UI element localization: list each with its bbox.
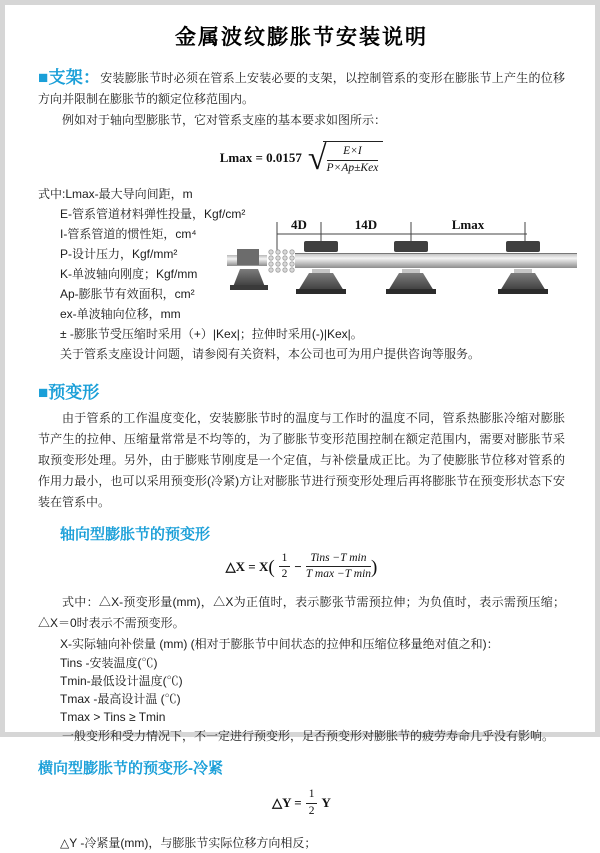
axial-definition-paragraph: 式中：△X-预变形量(mm)，△X为正值时，表示膨张节需预拉伸；为负值时，表示需预压缩；△X＝0时表示不需预变形。 bbox=[38, 595, 565, 631]
definition-line: P-设计压力，Kgf/mm² bbox=[60, 246, 178, 261]
radical-sign bbox=[308, 141, 383, 176]
definition-line: ± -膨胀节受压缩时采用（+）|Kex|；拉伸时采用(-)|Kex|。 bbox=[60, 326, 363, 341]
temperature-fraction: $\frac{\text{Tins −T min}}{\text{T max −T min}}$ bbox=[305, 551, 372, 581]
lmax-formula-numerator: E×I bbox=[327, 145, 379, 161]
definition-line: 关于管系支座设计问题，请参阅有关资料，本公司也可为用户提供咨询等服务。 bbox=[60, 346, 481, 361]
dim-label-4d: 4D bbox=[291, 216, 307, 232]
support-example-line: 例如对于轴向型膨胀节，它对管系支座的基本要求如图所示： bbox=[62, 113, 387, 127]
page-title: 金属波纹膨胀节安装说明 bbox=[175, 26, 428, 49]
definition-line: Ap-膨胀节有效面积，cm² bbox=[60, 286, 195, 301]
main-pipe bbox=[295, 253, 577, 268]
temp-line: Tmin-最低设计温度(℃) bbox=[60, 674, 183, 689]
support-intro-text: 安装膨胀节时必须在管系上安装必要的支架，以控制管系的变形在膨胀节上产生的位移方向并限制在膨胀节的额定位移范围内。 bbox=[38, 71, 565, 106]
predeform-section-heading: ■预变形 bbox=[38, 382, 100, 402]
definition-line: I-管系管道的惯性矩，cm⁴ bbox=[60, 226, 197, 241]
definition-line: K-单波轴向刚度；Kgf/mm bbox=[60, 266, 198, 281]
definition-line: 式中:Lmax-最大导向间距，m bbox=[38, 186, 193, 201]
pipe-support-diagram bbox=[225, 212, 577, 308]
temp-line: Tmax > Tins ≥ Tmin bbox=[60, 710, 166, 725]
predeform-body-paragraph: 由于管系的工作温度变化，安装膨胀节时的温度与工作时的温度不同，管系热膨胀冷缩对膨胀节产生的拉伸、压缩量常常是不均等的，为了膨胀节变形范围控制在额定范围内，需要对膨胀节采取预变形处理。另外，由于膨账节刚度是一个定值，与补偿量成正比。为了使膨胀节位移对管系的作用力最小，也可以采用预变形(冷紧)方让对膨胀节进行预变形处理后再将膨胀节在预变形状态下安装在管系中。 bbox=[38, 410, 565, 509]
bellows-joint bbox=[269, 249, 294, 271]
lateral-formula bbox=[38, 788, 565, 819]
axial-formula bbox=[38, 552, 565, 583]
lateral-formula-prefix: △Y = bbox=[272, 795, 302, 811]
definition-line: E-管系管道材料弹性投量，Kgf/cm² bbox=[60, 206, 246, 221]
lateral-subheading: 横向型膨胀节的预变形-冷紧 bbox=[38, 760, 223, 778]
x-definition-line: X-实际轴向补偿量 (mm) (相对于膨胀节中间状态的拉伸和压缩位移量绝对值之和)： bbox=[60, 637, 499, 652]
half-fraction: $\frac{1}{2}$ bbox=[279, 552, 291, 583]
support-section-heading: ■支架： bbox=[38, 68, 101, 87]
temp-line: Tmax -最高设计温 (℃) bbox=[60, 692, 181, 707]
lateral-formula-suffix: Y bbox=[321, 795, 331, 811]
dim-label-lmax: Lmax bbox=[451, 216, 485, 232]
lmax-formula bbox=[38, 141, 565, 176]
dim-label-14d: 14D bbox=[354, 216, 378, 232]
axial-formula-prefix: △X = X bbox=[225, 558, 269, 574]
close-paren: ) bbox=[371, 556, 378, 578]
axial-subheading: 轴向型膨胀节的预变形 bbox=[60, 525, 211, 543]
lmax-formula-denominator: P×Ap±Kex bbox=[326, 161, 379, 174]
lateral-note-line: △Y -冷紧量(mm)，与膨胀节实际位移方向相反； bbox=[60, 835, 317, 850]
minus-operator: − bbox=[294, 558, 302, 574]
lmax-formula-prefix: Lmax = 0.0157 bbox=[219, 149, 302, 165]
half-fraction: $\frac{1}{2}$ bbox=[306, 788, 318, 819]
sqrt-glyph: √ bbox=[307, 139, 327, 177]
axial-closing-line: 一般变形和受力情况下，不一定进行预变形，足否预变形对膨胀节的疲劳寿命几乎没有影响。 bbox=[62, 729, 555, 744]
definition-line: ex-单波轴向位移，mm bbox=[60, 306, 181, 321]
support-intro-paragraph bbox=[38, 67, 565, 110]
open-paren: ( bbox=[268, 556, 275, 578]
temp-line: Tins -安装温度(℃) bbox=[60, 656, 158, 671]
definitions-block bbox=[38, 184, 565, 364]
